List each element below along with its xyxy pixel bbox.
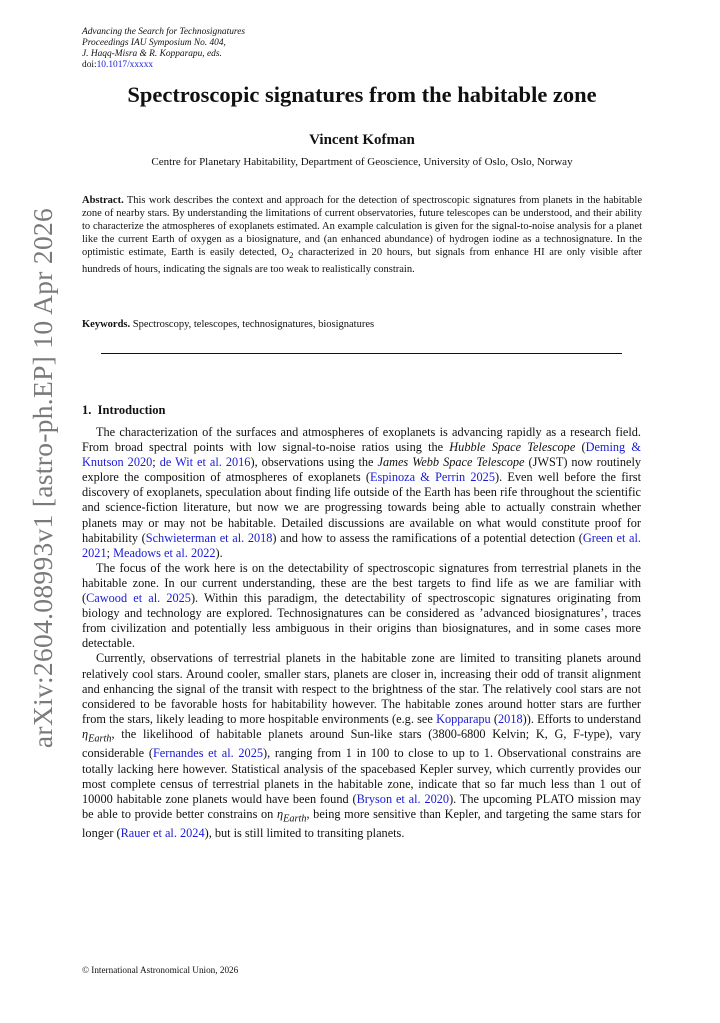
keywords — [82, 318, 642, 331]
citation-espinoza[interactable]: Espinoza & Perrin 2025 — [369, 470, 495, 485]
doi-link[interactable]: 10.1017/xxxxx — [96, 60, 154, 70]
eta-symbol: η — [276, 806, 284, 821]
text-run: ), observations using the — [250, 455, 378, 470]
hst-name: Hubble Space Telescope — [449, 440, 576, 455]
section-heading-introduction — [82, 402, 165, 418]
paragraph-1 — [82, 425, 641, 561]
citation-bryson[interactable]: Bryson et al. 2020 — [356, 791, 450, 806]
paragraph-3 — [82, 651, 641, 841]
paper-title: Spectroscopic signatures from the habitable zone — [127, 82, 597, 107]
text-run: ; — [152, 455, 160, 470]
jwst-name: James Webb Space Telescope — [377, 455, 525, 470]
citation-fernandes[interactable]: Fernandes et al. 2025 — [152, 746, 264, 761]
eta-subscript: Earth — [88, 733, 112, 745]
citation-green[interactable]: Green et al. 2021 — [82, 530, 641, 560]
text-run: ( — [575, 440, 586, 455]
text-run: ). The upcoming PLATO mission may be able to provide better constrains on — [82, 791, 642, 821]
text-run: ; — [106, 545, 114, 560]
text-run: ( — [490, 711, 499, 726]
keywords-label: Keywords. — [82, 319, 131, 330]
citation-kopparapu-year[interactable]: 2018 — [498, 711, 523, 726]
journal-doi — [82, 60, 482, 71]
text-run: , being more sensitive than Kepler, and targeting the same stars for longer ( — [82, 806, 642, 841]
text-run: , the likelihood of habitable planets around Sun-like stars (3800-6800 Kelvin; K, G, F-type), vary considerable ( — [82, 726, 641, 761]
text-run: ). — [215, 545, 223, 560]
section-divider — [101, 353, 622, 354]
citation-kopparapu[interactable]: Kopparapu — [436, 711, 491, 726]
text-run: The focus of the work here is on the detectability of spectroscopic signatures from terrestrial planets in the habitable zone. In our current understanding, these are the best targets to find life as we are familiar with ( — [82, 560, 641, 606]
doi-label: doi: — [82, 60, 97, 70]
section-title: Introduction — [97, 403, 166, 417]
text-run: ). Even well before the first discovery of exoplanets, speculation about finding life outside of the Earth has been rife throughout the scientific and science-fiction literature, but now we are progressing towards being able to actually constrain whether planets may or may not be habitable. Detailed discussions are available on what would constitute proof for habitability ( — [82, 470, 641, 545]
text-run: ), ranging from 1 in 100 to close to up to 1. Observational constrains are totally lacking here however. Statistical analysis of the spacebased Kepler survey, which currently provides our most complete census of terrestrial planets in the habitable zone, indicate that so far much less than 1 out of 10000 habitable zone planets would have been found ( — [82, 746, 641, 806]
citation-rauer[interactable]: Rauer et al. 2024 — [120, 826, 205, 841]
section-number: 1. — [82, 403, 92, 417]
author-name: Vincent Kofman — [309, 132, 415, 148]
text-run: ) and how to assess the ramifications of a potential detection ( — [272, 530, 583, 545]
author-affiliation: Centre for Planetary Habitability, Department of Geoscience, University of Oslo, Oslo, Norway — [151, 156, 573, 168]
eta-symbol: η — [82, 726, 89, 741]
text-run: (JWST) now routinely explore the composition of atmospheres of exoplanets ( — [82, 455, 642, 485]
citation-meadows[interactable]: Meadows et al. 2022 — [113, 545, 216, 560]
citation-schwieterman[interactable]: Schwieterman et al. 2018 — [145, 530, 273, 545]
journal-header — [82, 27, 482, 71]
text-run: The characterization of the surfaces and atmospheres of exoplanets is advancing rapidly as a research field. From broad spectral points with low signal-to-noise ratios using the — [82, 425, 641, 455]
introduction-body — [82, 425, 641, 841]
abstract-o2-subscript: 2 — [289, 250, 294, 261]
copyright-footer: © International Astronomical Union, 2026 — [82, 965, 239, 975]
keywords-text: Spectroscopy, telescopes, technosignatures, biosignatures — [130, 319, 375, 330]
abstract — [82, 194, 642, 276]
text-run: ), but is still limited to transiting planets. — [204, 826, 405, 841]
abstract-text-a: This work describes the context and approach for the detection of spectroscopic signatures from planets in the habitable zone of nearby stars. By understanding the limitations of current observatories, future telescopes can be understood, and their ability to characterize the atmospheres of exoplanets estimated. An example calculation is given for the signal-to-noise analysis for a planet like the current Earth of oxygen as a biosignature, and (an enhanced abundance) of hydrogen iodine as a technosignature. In the optimistic estimate, Earth is easily detected, O — [82, 195, 642, 259]
citation-cawood[interactable]: Cawood et al. 2025 — [86, 591, 191, 606]
journal-proceedings: Proceedings IAU Symposium No. 404, — [82, 38, 226, 48]
journal-editors: J. Haqq-Misra & R. Kopparapu, eds. — [82, 49, 222, 59]
arxiv-identifier: arXiv:2604.08993v1 [astro-ph.EP] 10 Apr 2026 — [27, 207, 58, 749]
paragraph-2 — [82, 561, 641, 652]
citation-dewit[interactable]: de Wit et al. 2016 — [159, 455, 251, 470]
text-run: Currently, observations of terrestrial planets in the habitable zone are limited to transiting planets around relatively cool stars. Around cooler, smaller stars, planets are closer in, increasing their odd of transit alignment and enhancing the signal of the transit with respect to the brightness of the star. The relatively cool stars are not considered to be favorable hosts for habitability however. The habitable zones around hotter stars are further from the stars, likely leading to more hospitable environments (e.g. see — [82, 651, 641, 726]
abstract-text-b: characterized in 20 hours, but signals from enhance HI are only visible after hundreds of hours, indicating the signals are too weak to realistically constrain. — [82, 247, 643, 275]
citation-deming[interactable]: Deming & Knutson 2020 — [82, 440, 641, 470]
journal-series: Advancing the Search for Technosignatures — [82, 27, 245, 37]
abstract-label: Abstract. — [82, 195, 124, 206]
text-run: )). Efforts to understand — [522, 711, 642, 726]
text-run: ). Within this paradigm, the detectability of spectroscopic signatures originating from biology and technology are explored. Technosignatures can be considered as ’advanced biosignatures’, traces from civilization and potentially less ambiguous in their origins than biosignatures, and in some cases more detectable. — [82, 591, 641, 651]
eta-subscript: Earth — [283, 813, 307, 825]
